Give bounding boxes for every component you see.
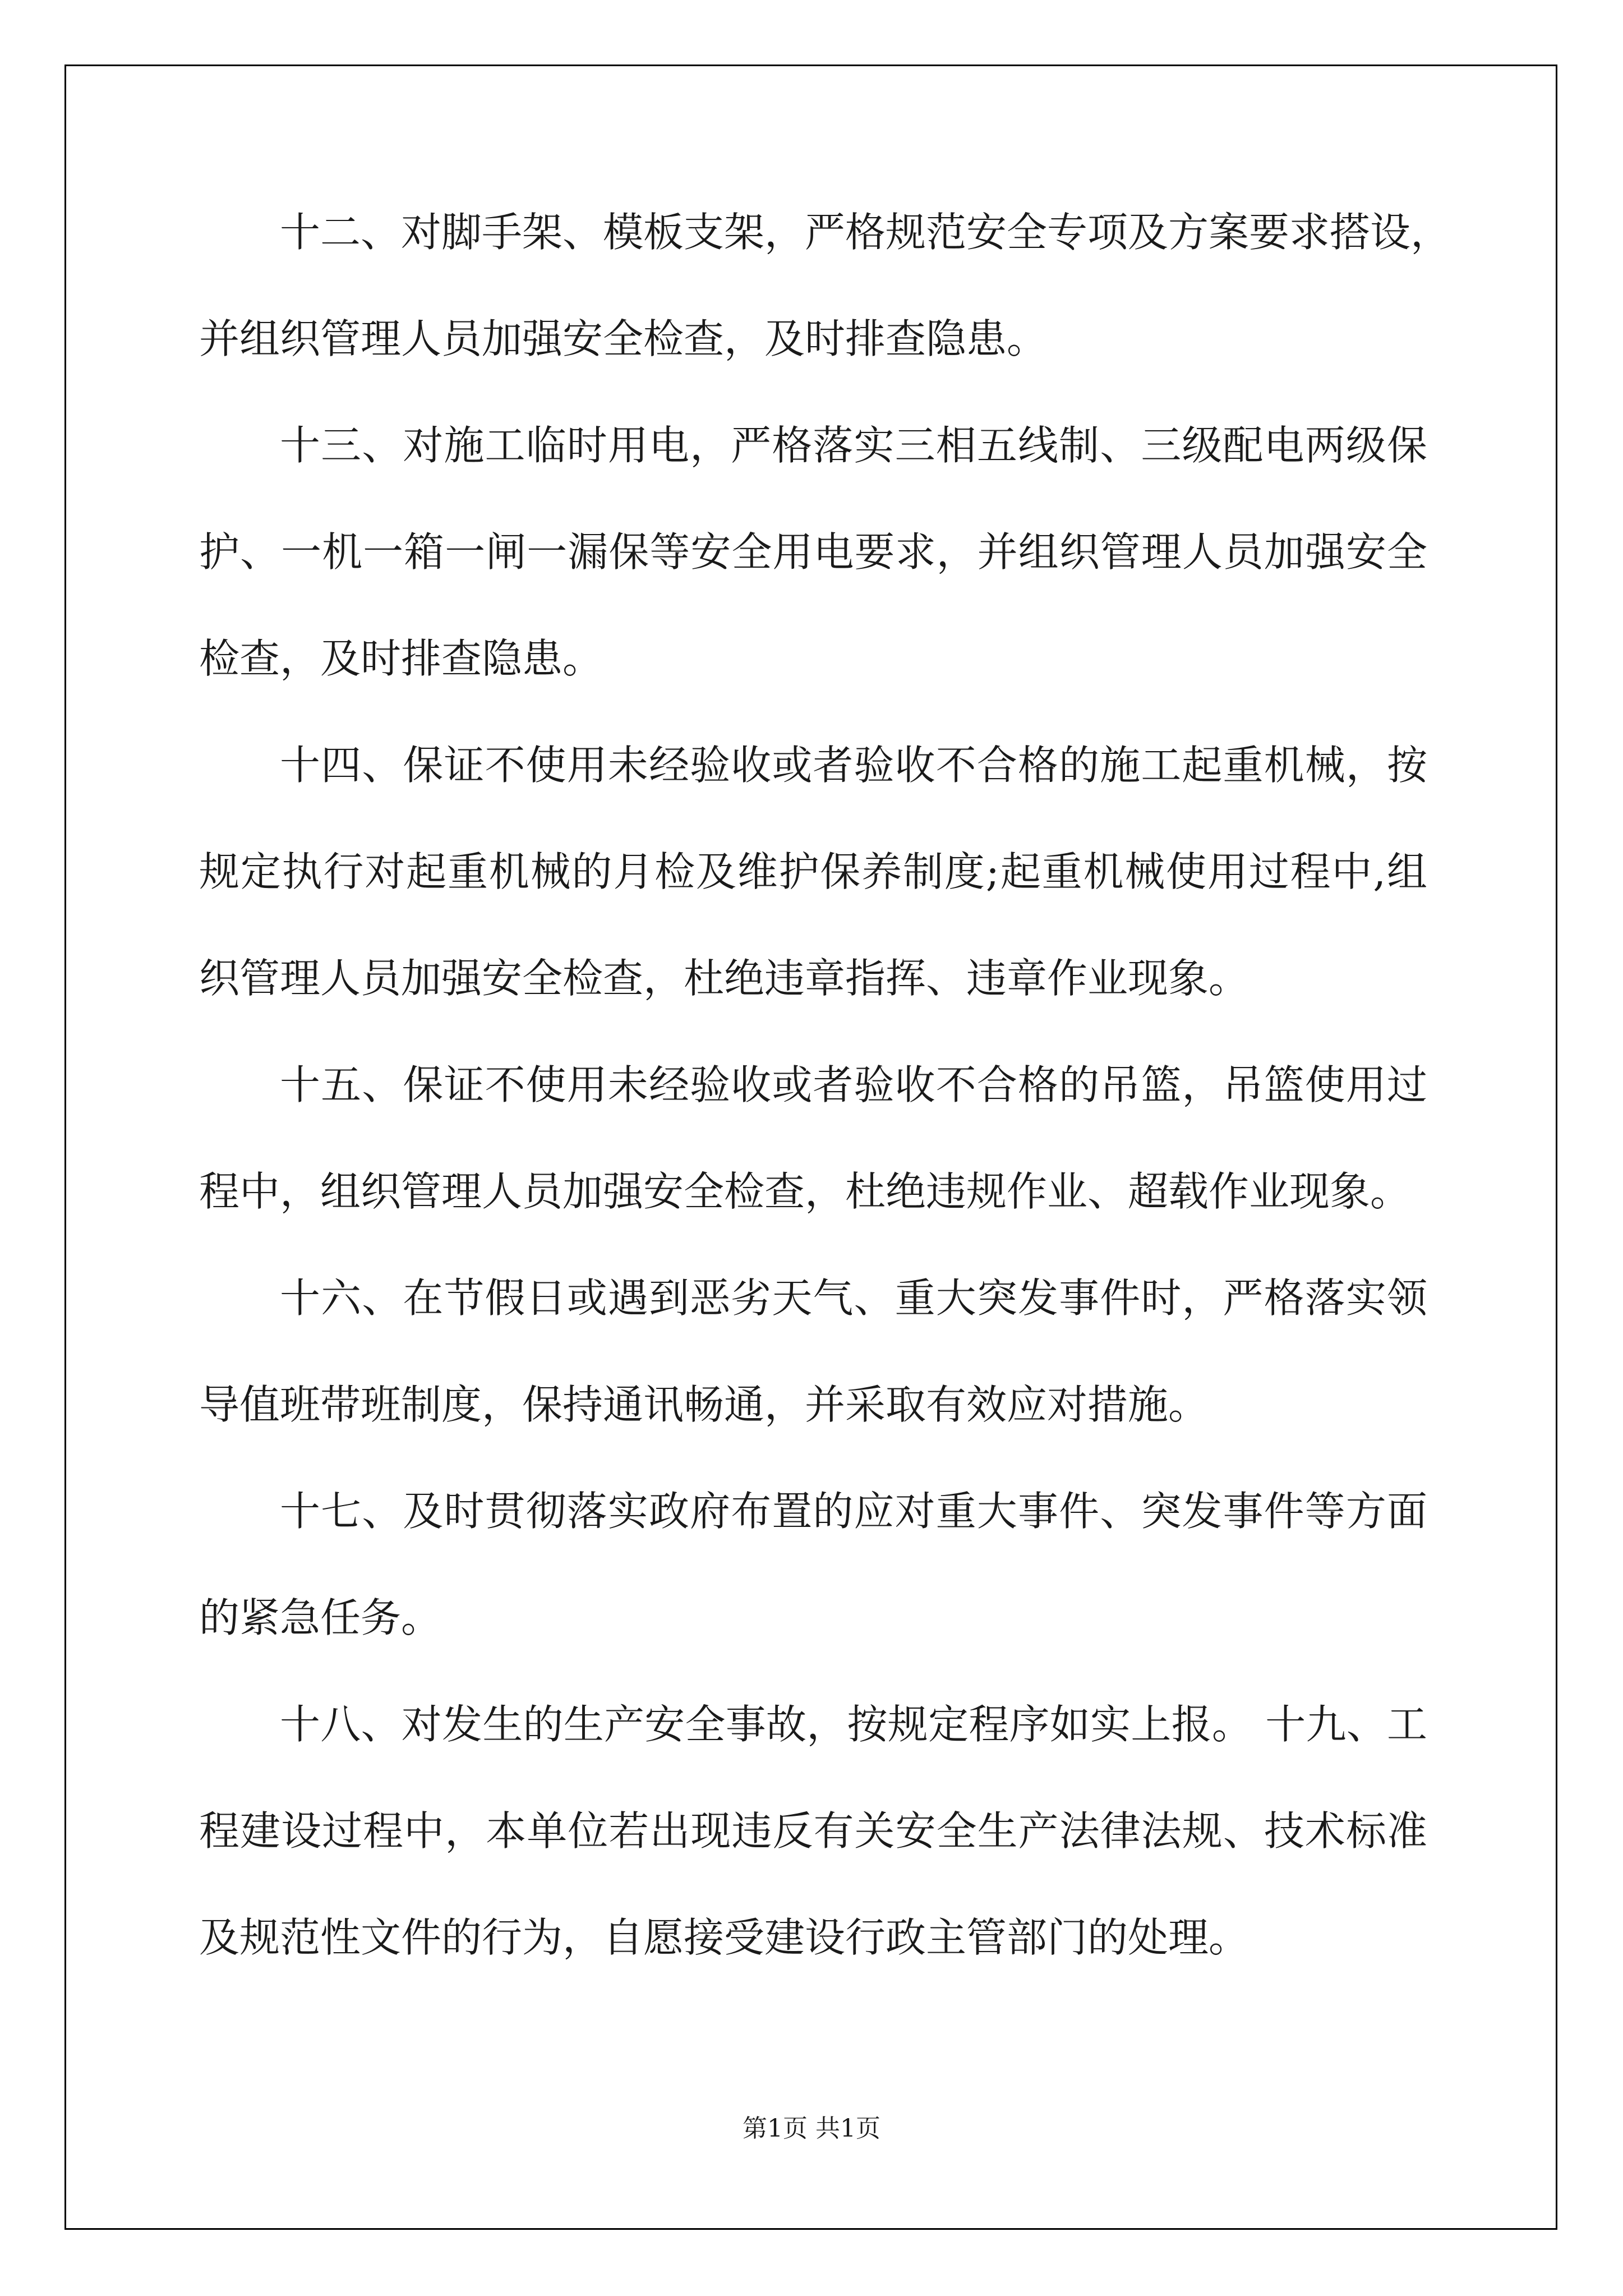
paragraph-16	[199, 1274, 1427, 1428]
text-line: 十四、保证不使用未经验收或者验收不合格的施工起重机械，按	[280, 742, 1427, 789]
text-line: 导值班带班制度，保持通讯畅通，并采取有效应对措施。	[199, 1381, 1209, 1428]
text-line: 织管理人员加强安全检查，杜绝违章指挥、违章作业现象。	[199, 955, 1249, 1002]
text-line: 十二、对脚手架、模板支架，严格规范安全专项及方案要求搭设，	[280, 209, 1451, 256]
page-footer	[0, 2108, 1623, 2144]
text-line: 十八、对发生的生产安全事故，按规定程序如实上报。 十九、工	[280, 1701, 1427, 1748]
paragraph-12	[199, 209, 1451, 362]
text-line: 规定执行对起重机械的月检及维护保养制度;起重机械使用过程中,组	[199, 848, 1427, 895]
text-line: 十三、对施工临时用电，严格落实三相五线制、三级配电两级保	[280, 422, 1427, 469]
paragraph-15	[199, 1061, 1427, 1215]
paragraph-13	[199, 422, 1427, 682]
paragraph-18	[199, 1701, 1427, 1961]
text-line: 程建设过程中，本单位若出现违反有关安全生产法律法规、技术标准	[199, 1807, 1427, 1855]
text-line: 十六、在节假日或遇到恶劣天气、重大突发事件时，严格落实领	[280, 1274, 1427, 1322]
text-line: 十五、保证不使用未经验收或者验收不合格的吊篮，吊篮使用过	[280, 1061, 1427, 1108]
paragraph-14	[199, 742, 1427, 1002]
page-number: 第1页 共1页	[743, 2114, 880, 2143]
paragraph-17	[199, 1488, 1427, 1641]
text-line: 检查，及时排查隐患。	[199, 635, 603, 682]
text-line: 护、一机一箱一闸一漏保等安全用电要求，并组织管理人员加强安全	[199, 528, 1427, 576]
text-line: 十七、及时贯彻落实政府布置的应对重大事件、突发事件等方面	[280, 1488, 1427, 1535]
text-line: 及规范性文件的行为，自愿接受建设行政主管部门的处理。	[199, 1914, 1249, 1961]
text-line: 程中，组织管理人员加强安全检查，杜绝违规作业、超载作业现象。	[199, 1168, 1411, 1215]
text-line: 并组织管理人员加强安全检查，及时排查隐患。	[199, 315, 1048, 362]
document-body	[199, 209, 1451, 2024]
text-line: 的紧急任务。	[199, 1594, 442, 1641]
